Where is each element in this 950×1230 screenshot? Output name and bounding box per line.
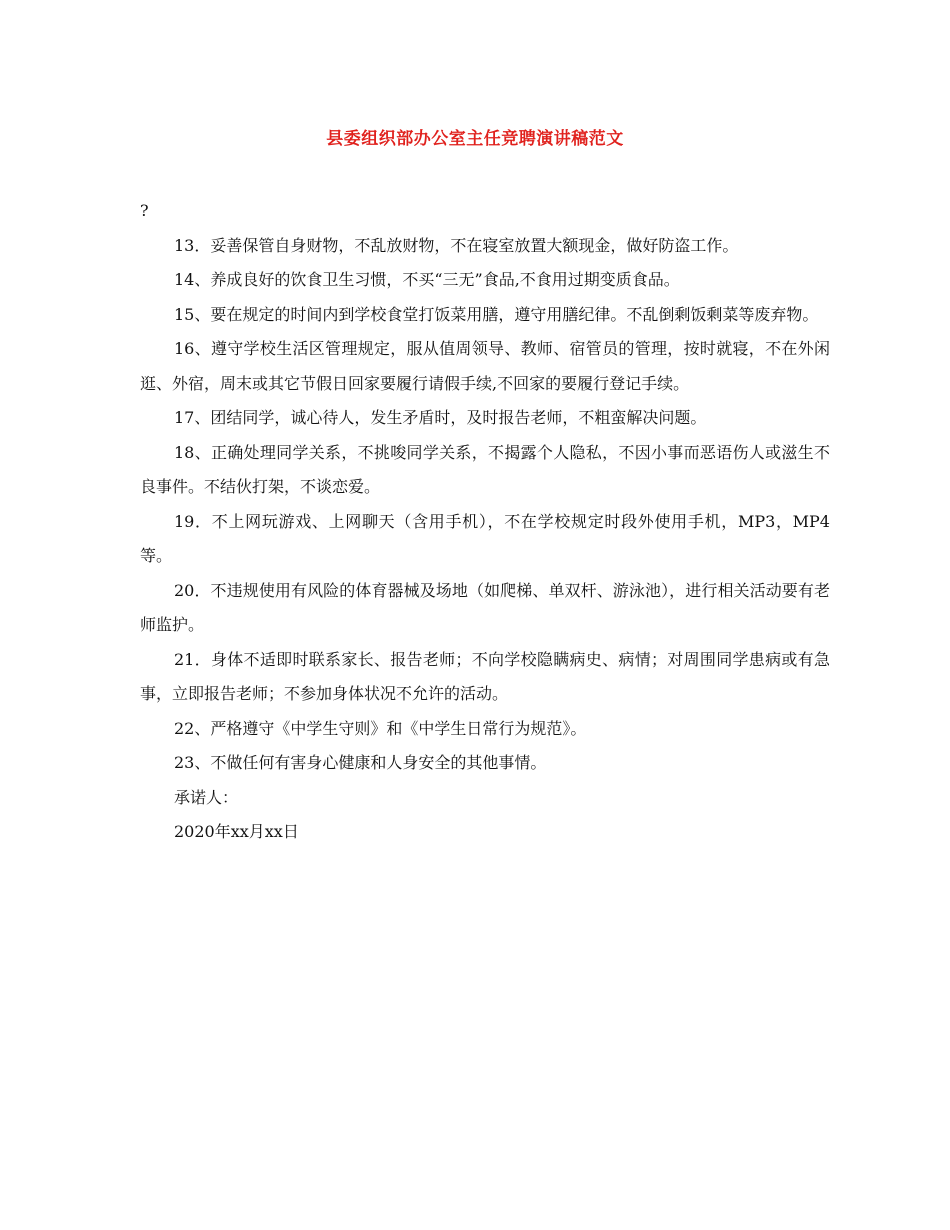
rule-paragraph-20: 20．不违规使用有风险的体育器械及场地（如爬梯、单双杆、游泳池），进行相关活动要有老师监护。 <box>140 580 830 634</box>
document-body <box>140 194 830 850</box>
rule-paragraph-19: 19．不上网玩游戏、上网聊天（含用手机），不在学校规定时段外使用手机，MP3，MP4等。 <box>140 511 830 565</box>
rule-paragraph-16: 16、遵守学校生活区管理规定，服从值周领导、教师、宿管员的管理，按时就寝，不在外闲逛、外宿，周末或其它节假日回家要履行请假手续,不回家的要履行登记手续。 <box>140 339 830 393</box>
rule-paragraph-21: 21．身体不适即时联系家长、报告老师；不向学校隐瞒病史、病情；对周围同学患病或有急事，立即报告老师；不参加身体状况不允许的活动。 <box>140 649 830 703</box>
rule-paragraph-13: 13．妥善保管自身财物，不乱放财物，不在寝室放置大额现金，做好防盗工作。 <box>174 235 739 255</box>
signature-date: 2020年xx月xx日 <box>174 822 299 841</box>
placeholder-marker: ? <box>140 201 149 220</box>
page-title: 县委组织部办公室主任竞聘演讲稿范文 <box>326 129 624 149</box>
rule-paragraph-23: 23、不做任何有害身心健康和人身安全的其他事情。 <box>174 753 547 772</box>
rule-paragraph-15: 15、要在规定的时间内到学校食堂打饭菜用膳，遵守用膳纪律。不乱倒剩饭剩菜等废弃物。 <box>174 304 819 324</box>
rule-paragraph-22: 22、严格遵守《中学生守则》和《中学生日常行为规范》。 <box>174 718 587 738</box>
signature-label: 承诺人： <box>174 787 239 807</box>
rule-paragraph-14: 14、养成良好的饮食卫生习惯，不买“三无”食品,不食用过期变质食品。 <box>174 270 680 289</box>
rule-paragraph-17: 17、团结同学，诚心待人，发生矛盾时，及时报告老师，不粗蛮解决问题。 <box>174 408 707 427</box>
rule-paragraph-18: 18、正确处理同学关系，不挑唆同学关系，不揭露个人隐私，不因小事而恶语伤人或滋生不良事件。不结伙打架，不谈恋爱。 <box>140 442 830 496</box>
